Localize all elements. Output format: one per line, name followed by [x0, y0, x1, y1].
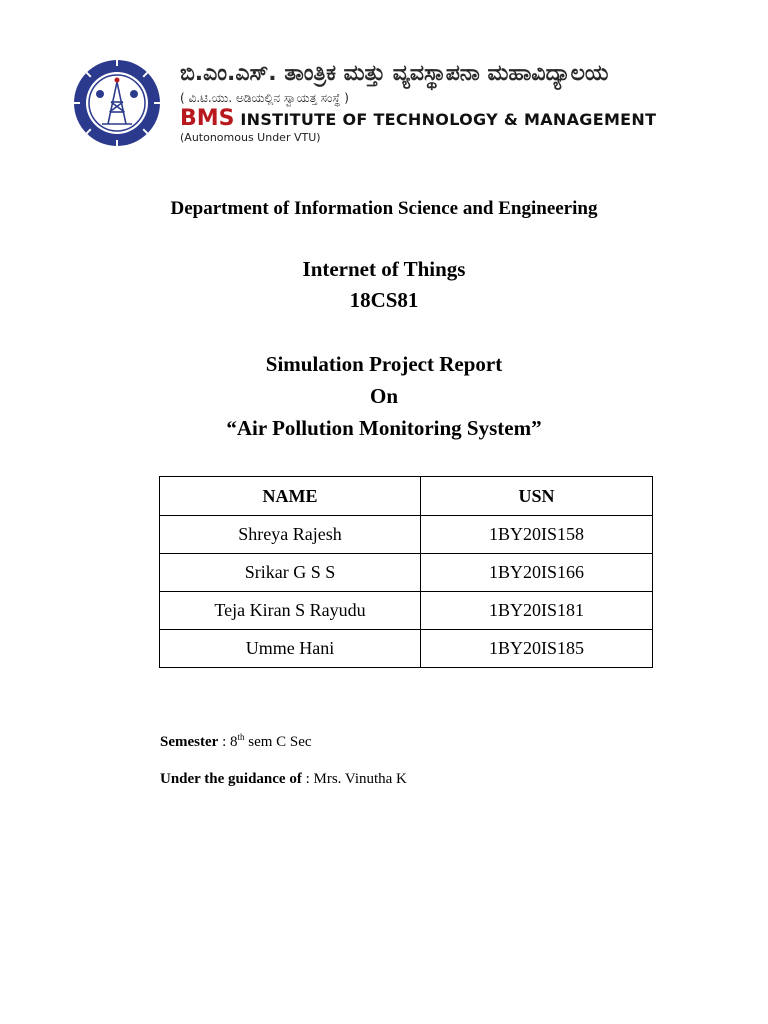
subject-name: Internet of Things [302, 257, 466, 281]
table-header-row [160, 477, 653, 516]
table-row [160, 630, 653, 668]
guidance-line [160, 771, 407, 788]
member-usn: 1BY20IS166 [421, 554, 653, 592]
department-heading: Department of Information Science and Engineering [170, 198, 598, 219]
institution-name-rest: INSTITUTE OF TECHNOLOGY & MANAGEMENT [234, 110, 657, 129]
member-name: Srikar G S S [160, 554, 421, 592]
guidance-label: Under the guidance of [160, 771, 302, 787]
member-usn: 1BY20IS158 [421, 516, 653, 554]
semester-separator: : [218, 734, 230, 750]
member-name: Shreya Rajesh [160, 516, 421, 554]
semester-line [160, 732, 312, 751]
subject-block [0, 254, 768, 316]
guidance-separator: : [301, 771, 314, 787]
member-usn: 1BY20IS185 [421, 630, 653, 668]
report-on: On [369, 384, 398, 408]
institution-subtitle: (Autonomous Under VTU) [180, 131, 321, 144]
table-row [160, 592, 653, 630]
table-row [160, 516, 653, 554]
institution-header [72, 56, 702, 146]
semester-number: 8 [229, 734, 238, 750]
institution-name [180, 108, 700, 131]
project-title: “Air Pollution Monitoring System” [226, 416, 542, 440]
column-header-name: NAME [160, 477, 421, 516]
subject-code: 18CS81 [349, 288, 419, 312]
kannada-title: ಬಿ.ಎಂ.ಎಸ್. ತಾಂತ್ರಿಕ ಮತ್ತು ವ್ಯವಸ್ಥಾಪನಾ ಮಹಾವಿದ್ಯಾಲಯ [180, 61, 609, 86]
institution-prefix: BMS [180, 106, 235, 131]
report-title-block [0, 348, 768, 444]
table-row [160, 554, 653, 592]
institution-logo-icon [72, 58, 162, 148]
member-name: Teja Kiran S Rayudu [160, 592, 421, 630]
kannada-subtitle: ( ವಿ.ಟಿ.ಯು. ಅಡಿಯಲ್ಲಿನ ಸ್ವಾಯತ್ತ ಸಂಸ್ಥೆ ) [180, 91, 349, 105]
semester-label: Semester [160, 734, 219, 750]
guide-name: Mrs. Vinutha K [313, 771, 407, 787]
report-type: Simulation Project Report [265, 352, 503, 376]
members-table [159, 476, 653, 668]
column-header-usn: USN [421, 477, 653, 516]
institution-name-block [180, 56, 700, 145]
semester-section: sem C Sec [244, 734, 312, 750]
member-name: Umme Hani [160, 630, 421, 668]
semester-suffix: th [237, 732, 245, 742]
member-usn: 1BY20IS181 [421, 592, 653, 630]
